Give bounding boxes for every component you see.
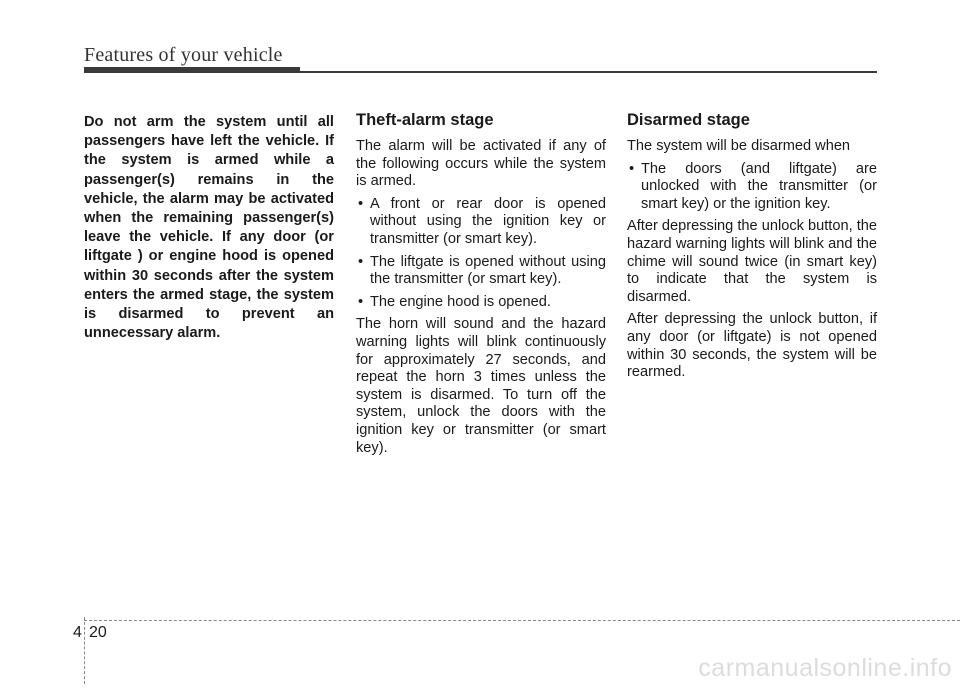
- theft-alarm-paragraph: The horn will sound and the hazard warning lights will blink continuously for approximately 27 seconds, and repeat the horn 3 times unless the system is disarmed. To turn off the system, unlock the doors with the ignition key or transmitter (or smart key).: [356, 316, 606, 456]
- list-item: • The doors (and liftgate) are unlocked with the transmitter (or smart key) or the ignition key.: [627, 161, 877, 214]
- disarmed-section: [627, 110, 877, 387]
- warning-column: [84, 113, 334, 343]
- disarmed-intro: The system will be disarmed when: [627, 138, 851, 154]
- footer-divider-horizontal: [84, 620, 960, 621]
- list-item: • The liftgate is opened without using the transmitter (or smart key).: [356, 254, 606, 289]
- warning-text: Do not arm the system until all passengers have left the vehicle. If the system is armed while a passenger(s) remains in the vehicle, the alarm may be activated when the remaining passenger(s) leave the vehicle. If any door (or liftgate ) or engine hood is opened within 30 seconds after the system enters the armed stage, the system is disarmed to prevent an unnecessary alarm.: [84, 114, 334, 342]
- theft-alarm-bullets: [356, 196, 606, 312]
- list-item: • The engine hood is opened.: [356, 294, 606, 312]
- header-rule-thin: [300, 71, 877, 73]
- disarmed-paragraph-2: After depressing the unlock button, if any door (or liftgate) is not opened within 30 seconds, the system will be rearmed.: [627, 311, 877, 381]
- page-number: 20: [89, 624, 107, 641]
- theft-alarm-section: [356, 110, 606, 462]
- footer-divider-vertical: [84, 617, 86, 684]
- header-rule-thick: [84, 67, 300, 73]
- disarmed-heading: Disarmed stage: [627, 111, 750, 129]
- theft-alarm-heading: Theft-alarm stage: [356, 111, 494, 129]
- disarmed-paragraph-1: After depressing the unlock button, the hazard warning lights will blink and the chime will sound twice (in smart key) to indicate that the system is disarmed.: [627, 218, 877, 305]
- theft-alarm-intro: The alarm will be activated if any of the following occurs while the system is armed.: [356, 138, 606, 190]
- disarmed-bullets: [627, 161, 877, 214]
- header-title: Features of your vehicle: [84, 44, 283, 66]
- list-item: • A front or rear door is opened without using the ignition key or transmitter (or smart key).: [356, 196, 606, 249]
- section-number: 4: [73, 624, 82, 641]
- watermark: carmanualsonline.info: [698, 654, 952, 682]
